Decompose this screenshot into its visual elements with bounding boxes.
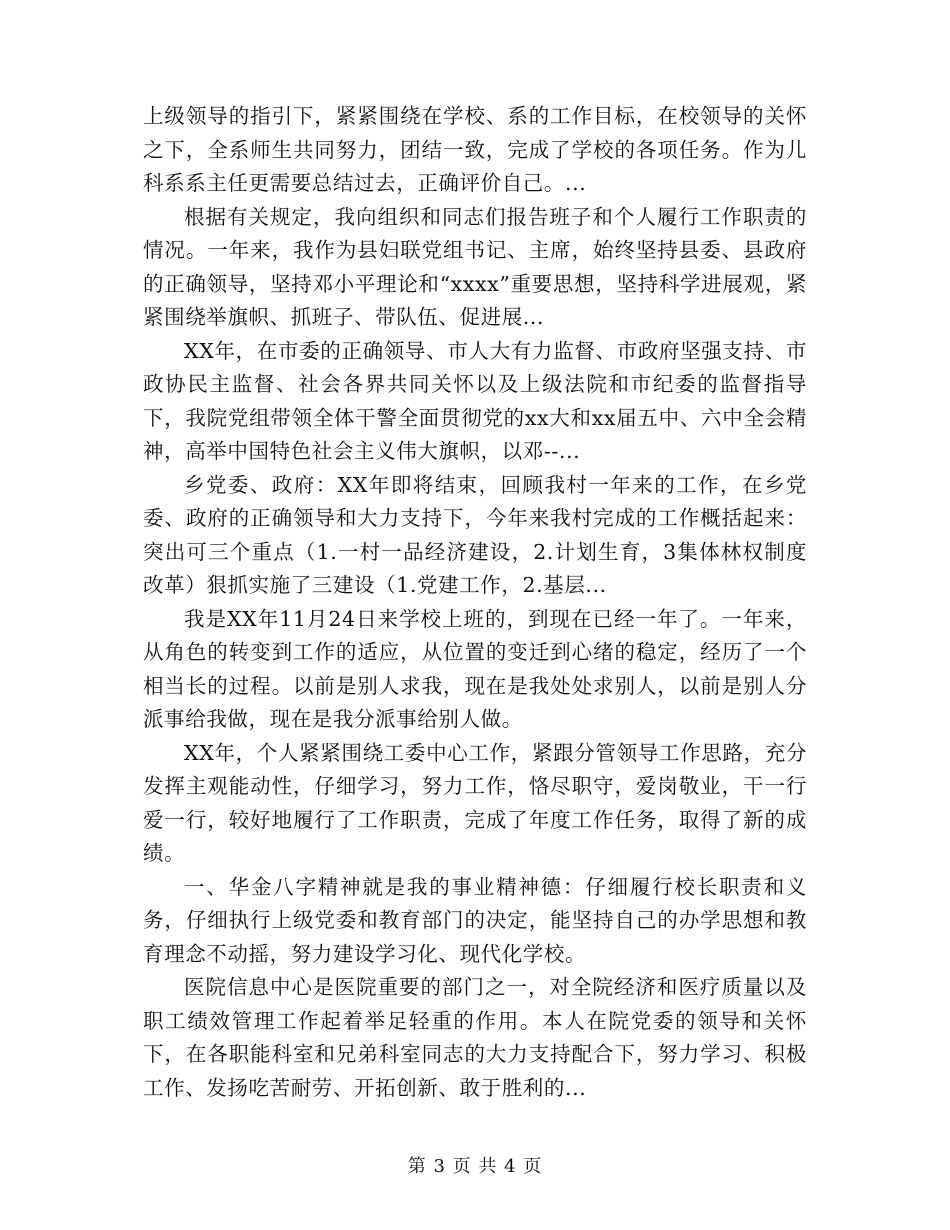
document-body — [143, 100, 807, 1105]
paragraph-8: 医院信息中心是医院重要的部门之一，对全院经济和医疗质量以及职工绩效管理工作起着举足轻重的作用。本人在院党委的领导和关怀下，在各职能科室和兄弟科室同志的大力支持配合下，努力学习、积极工作、发扬吃苦耐劳、开拓创新、敢于胜利的... — [143, 975, 807, 1100]
paragraph-6: XX年，个人紧紧围绕工委中心工作，紧跟分管领导工作思路，充分发挥主观能动性，仔细学习，努力工作，恪尽职守，爱岗敬业，干一行爱一行，较好地履行了工作职责，完成了年度工作任务，取得了新的成绩。 — [143, 740, 807, 865]
page-number-footer: 第 3 页 共 4 页 — [407, 1156, 543, 1177]
paragraph-1: 上级领导的指引下，紧紧围绕在学校、系的工作目标，在校领导的关怀之下，全系师生共同努力，团结一致，完成了学校的各项任务。作为儿科系系主任更需要总结过去，正确评价自己。... — [143, 104, 807, 195]
paragraph-4: 乡党委、政府：XX年即将结束，回顾我村一年来的工作，在乡党委、政府的正确领导和大力支持下，今年来我村完成的工作概括起来：突出可三个重点（1.一村一品经济建设，2.计划生育，3集体林权制度改革）狠抓实施了三建设（1.党建工作，2.基层... — [143, 472, 807, 597]
paragraph-5: 我是XX年11月24日来学校上班的，到现在已经一年了。一年来，从角色的转变到工作的适应，从位置的变迁到心绪的稳定，经历了一个相当长的过程。以前是别人求我，现在是我处处求别人，以前是别人分派事给我做，现在是我分派事给别人做。 — [143, 606, 807, 731]
paragraph-3: XX年，在市委的正确领导、市人大有力监督、市政府坚强支持、市政协民主监督、社会各界共同关怀以及上级法院和市纪委的监督指导下，我院党组带领全体干警全面贯彻党的xx大和xx届五中、六中全会精神，高举中国特色社会主义伟大旗帜，以邓--... — [143, 338, 807, 463]
paragraph-7: 一、华金八字精神就是我的事业精神德：仔细履行校长职责和义务，仔细执行上级党委和教育部门的决定，能坚持自己的办学思想和教育理念不动摇，努力建设学习化、现代化学校。 — [143, 874, 807, 966]
paragraph-2: 根据有关规定，我向组织和同志们报告班子和个人履行工作职责的情况。一年来，我作为县妇联党组书记、主席，始终坚持县委、县政府的正确领导，坚持邓小平理论和“xxxx”重要思想，坚持科学进展观，紧紧围绕举旗帜、抓班子、带队伍、促进展... — [143, 204, 807, 329]
